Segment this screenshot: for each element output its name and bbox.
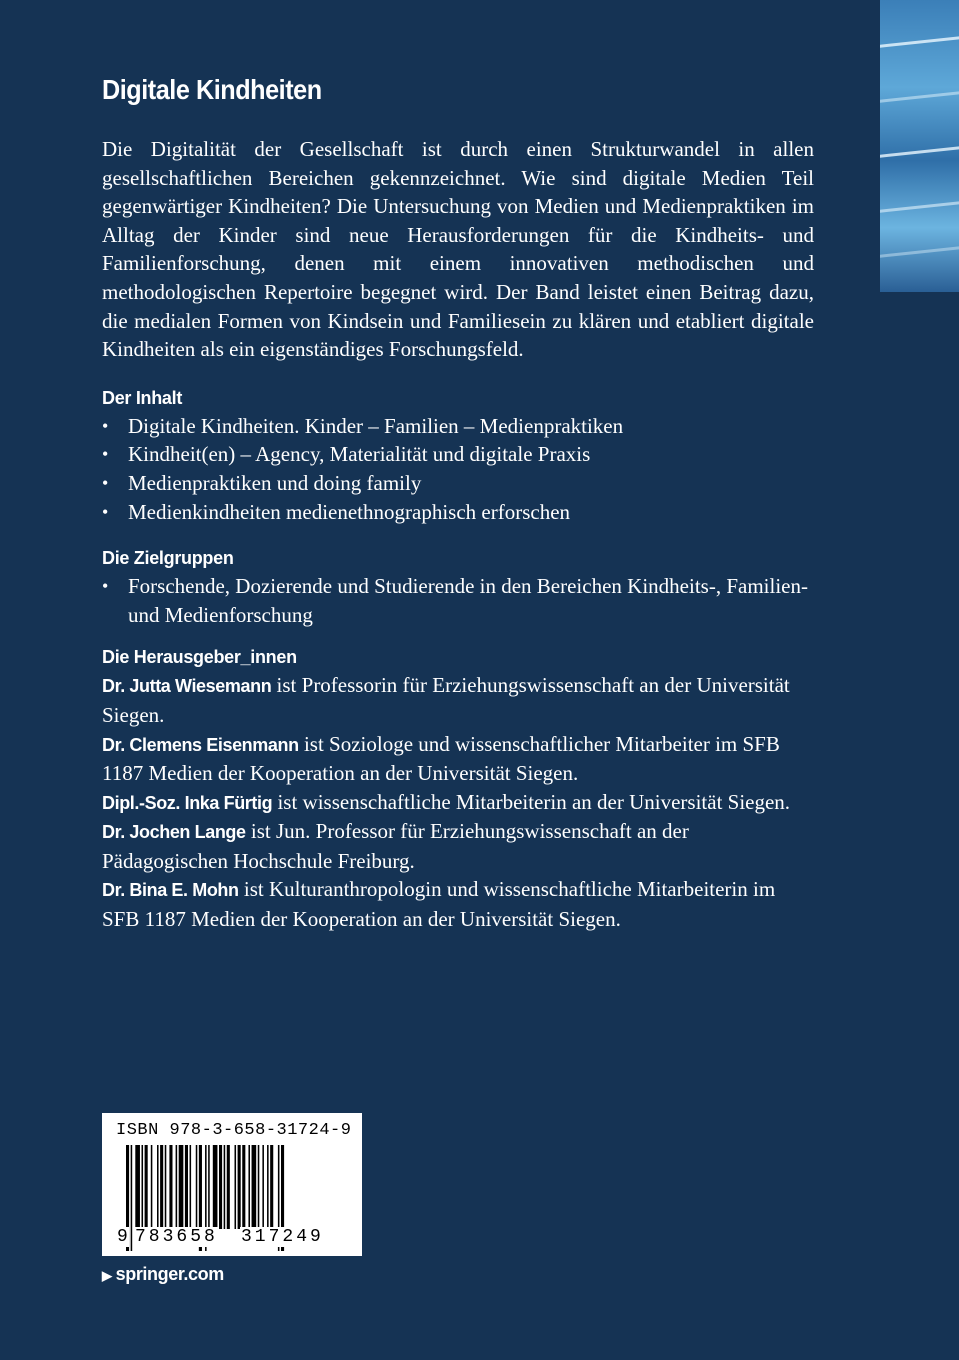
zielgruppen-list xyxy=(102,572,814,629)
list-item: • Digitale Kindheiten. Kinder – Familien – Medienpraktiken xyxy=(102,412,814,441)
editor-name: Dipl.-Soz. Inka Fürtig xyxy=(102,792,273,813)
barcode-digit-group: 9 xyxy=(117,1227,128,1247)
barcode-bar xyxy=(208,1145,210,1229)
play-arrow-icon: ▶ xyxy=(102,1268,112,1283)
section-heading-herausgeber: Die Herausgeber_innen xyxy=(102,647,297,668)
barcode-bar xyxy=(176,1145,178,1229)
editor-description: ist Professorin für Erziehungswissenschaft an der Universität Siegen. xyxy=(102,673,790,727)
editor-description: ist Soziologe und wissenschaftlicher Mitarbeiter im SFB 1187 Medien der Kooperation an der Universität Siegen. xyxy=(102,731,780,786)
barcode-bar xyxy=(190,1145,192,1229)
editor-description: ist Jun. Professor für Erziehungswissenschaft an der Pädagogischen Hochschule Freiburg. xyxy=(102,819,689,873)
isbn-label: ISBN 978-3-658-31724-9 xyxy=(116,1121,352,1140)
list-item: • Medienkindheiten medienethnographisch erforschen xyxy=(102,498,814,527)
barcode-bar xyxy=(145,1145,148,1229)
editor-name: Dr. Jutta Wiesemann xyxy=(102,676,272,697)
section-zielgruppen xyxy=(102,544,814,629)
barcode-bar xyxy=(219,1145,222,1229)
barcode-digits xyxy=(116,1227,346,1253)
editor-name: Dr. Bina E. Mohn xyxy=(102,880,239,901)
barcode-bar xyxy=(235,1145,237,1229)
list-item: • Medienpraktiken und doing family xyxy=(102,469,814,498)
editor-bio xyxy=(102,875,814,933)
barcode-bar xyxy=(224,1145,226,1229)
editor-bio xyxy=(102,788,814,818)
list-item: • Forschende, Dozierende und Studierende in den Bereichen Kindheits-, Familien- und Medienforschung xyxy=(102,572,814,629)
book-title: Digitale Kindheiten xyxy=(102,74,322,105)
editor-name: Dr. Jochen Lange xyxy=(102,822,246,843)
barcode-bar xyxy=(151,1145,153,1229)
barcode-bar xyxy=(242,1145,245,1229)
barcode-bar xyxy=(267,1145,269,1229)
barcode-bar xyxy=(185,1145,188,1229)
publisher-link[interactable] xyxy=(102,1262,224,1288)
barcode-bar xyxy=(160,1145,163,1229)
barcode-bar xyxy=(248,1145,250,1229)
cover-accent-stripe xyxy=(880,0,959,292)
barcode-bar xyxy=(142,1145,144,1229)
barcode-bar xyxy=(270,1145,273,1229)
editor-name: Dr. Clemens Eisenmann xyxy=(102,734,299,755)
section-heading-zielgruppen: Die Zielgruppen xyxy=(102,548,234,569)
barcode-bar xyxy=(179,1145,184,1229)
book-blurb: Die Digitalität der Gesellschaft ist durch einen Strukturwandel in allen gesellschaftlichen Bereichen gekennzeichnet. Wie sind digitale Medien Teil gegenwärtiger Kindheiten? Die Untersuchung von Medien und Medienpraktiken im Alltag der Kinder sind neue Herausforderungen für die Kindheits- und Familienforschung, denen mit einem innovativen methodischen und methodologischen Repertoire begegnet wird. Der Band leistet einen Beitrag dazu, die medialen Formen von Kindsein und Familiesein zu klären und etabliert digitale Kindheiten als ein eigenständiges Forschungsfeld. xyxy=(102,137,814,362)
publisher-link-label: springer.com xyxy=(115,1264,224,1284)
list-item: • Kindheit(en) – Agency, Materialität und digitale Praxis xyxy=(102,440,814,469)
barcode-bar xyxy=(157,1145,159,1229)
editor-bio xyxy=(102,671,814,729)
section-heading-inhalt: Der Inhalt xyxy=(102,387,183,408)
barcode-bar xyxy=(238,1145,241,1229)
editor-bio xyxy=(102,817,814,875)
barcode-digit-group: 783658 xyxy=(135,1227,218,1247)
section-inhalt xyxy=(102,384,814,526)
barcode-bar xyxy=(196,1145,198,1229)
isbn-barcode xyxy=(102,1113,362,1256)
inhalt-list xyxy=(102,412,814,526)
editor-bio xyxy=(102,730,814,788)
barcode-bar xyxy=(213,1145,218,1229)
back-cover-text xyxy=(102,72,814,934)
section-herausgeber xyxy=(102,643,814,933)
barcode-bar xyxy=(169,1145,172,1229)
barcode-bar xyxy=(252,1145,257,1229)
barcode-digit-group: 317249 xyxy=(241,1227,324,1247)
barcode-bar xyxy=(165,1145,167,1229)
barcode-bar xyxy=(227,1145,230,1229)
barcode-bar xyxy=(135,1145,140,1229)
editor-description: ist Kulturanthropologin und wissenschaftliche Mitarbeiterin im SFB 1187 Medien der Kooperation an der Universität Siegen. xyxy=(102,877,776,932)
editor-description: ist wissenschaftliche Mitarbeiterin an der Universität Siegen. xyxy=(272,789,791,814)
barcode-bar xyxy=(262,1145,264,1229)
barcode-bar xyxy=(258,1145,260,1229)
